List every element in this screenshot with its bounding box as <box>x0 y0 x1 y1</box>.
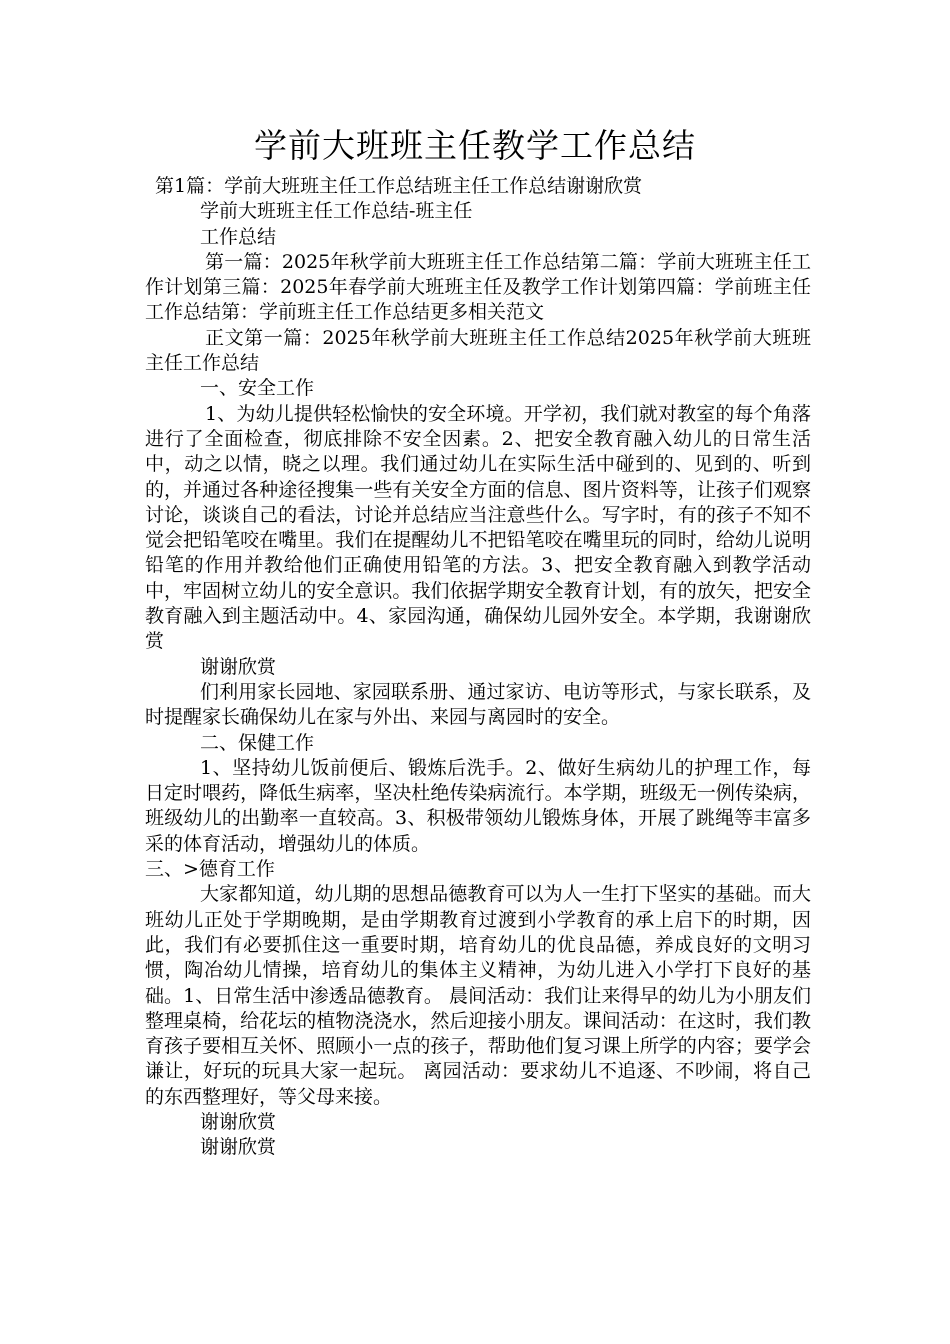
paragraph-main-intro: 正文第一篇：2025年秋学前大班班主任工作总结2025年秋学前大班班主任工作总结 <box>145 326 811 375</box>
paragraph-subtitle-2: 工作总结 <box>200 225 277 248</box>
paragraph-thanks-3: 谢谢欣赏 <box>200 1136 277 1159</box>
paragraph-safety: 1、为幼儿提供轻松愉快的安全环境。开学初，我们就对教室的每个角落进行了全面检查，彻底排除不安全因素。2、把安全教育融入幼儿的日常生活中，动之以情，晓之以理。我们通过幼儿在实际生活中碰到的、见到的、听到的，并通过各种途径搜集一些有关安全方面的信息、图片资料等，让孩子们观察讨论，谈谈自己的看法，讨论并总结应当注意些什么。写字时，有的孩子不知不觉会把铅笔咬在嘴里。我们在提醒幼儿不把铅笔咬在嘴里玩的同时，给幼儿说明铅笔的作用并教给他们正确使用铅笔的方法。3、把安全教育融入到教学活动中，牢固树立幼儿的安全意识。我们依据学期安全教育计划，有的放矢，把安全教育融入到主题活动中。4、家园沟通，确保幼儿园外安全。本学期，我谢谢欣赏 <box>145 402 811 653</box>
section-heading-moral: 三、>德育工作 <box>145 858 275 881</box>
paragraph-heading-part1: 第1篇：学前大班班主任工作总结班主任工作总结谢谢欣赏 <box>155 175 643 197</box>
paragraph-health: 1、坚持幼儿饭前便后、锻炼后洗手。2、做好生病幼儿的护理工作，每日定时喂药，降低生病率，坚决杜绝传染病流行。本学期，班级无一例传染病，班级幼儿的出勤率一直较高。3、积极带领幼儿锻炼身体，开展了跳绳等丰富多采的体育活动，增强幼儿的体质。 <box>145 756 811 855</box>
section-heading-health: 二、保健工作 <box>200 731 315 754</box>
document-body <box>145 174 811 1161</box>
document-title: 学前大班班主任教学工作总结 <box>254 126 696 165</box>
paragraph-thanks: 谢谢欣赏 <box>200 655 277 678</box>
paragraph-thanks-2: 谢谢欣赏 <box>200 1110 277 1133</box>
paragraph-moral: 大家都知道，幼儿期的思想品德教育可以为人一生打下坚实的基础。而大班幼儿正处于学期晚期，是由学期教育过渡到小学教育的承上启下的时期，因此，我们有必要抓住这一重要时期，培育幼儿的优良品德，养成良好的文明习惯，陶冶幼儿情操，培育幼儿的集体主义精神，为幼儿进入小学打下良好的基础。1、日常生活中渗透品德教育。 晨间活动：我们让来得早的幼儿为小朋友们整理桌椅，给花坛的植物浇浇水，然后迎接小朋友。课间活动：在这时，我们教育孩子要相互关怀、照顾小一点的孩子，帮助他们复习课上所学的内容；要学会谦让，好玩的玩具大家一起玩。 离园活动：要求幼儿不追逐、不吵闹，将自己的东西整理好，等父母来接。 <box>145 883 811 1108</box>
paragraph-safety-cont: 们利用家长园地、家园联系册、通过家访、电访等形式，与家长联系，及时提醒家长确保幼儿在家与外出、来园与离园时的安全。 <box>145 680 811 729</box>
paragraph-subtitle: 学前大班班主任工作总结-班主任 <box>200 200 473 223</box>
paragraph-toc: 第一篇：2025年秋学前大班班主任工作总结第二篇：学前大班班主任工作计划第三篇：2025年春学前大班班主任及教学工作计划第四篇：学前班主任工作总结第：学前班主任工作总结更多相关范文 <box>145 250 811 324</box>
section-heading-safety: 一、安全工作 <box>200 377 315 400</box>
